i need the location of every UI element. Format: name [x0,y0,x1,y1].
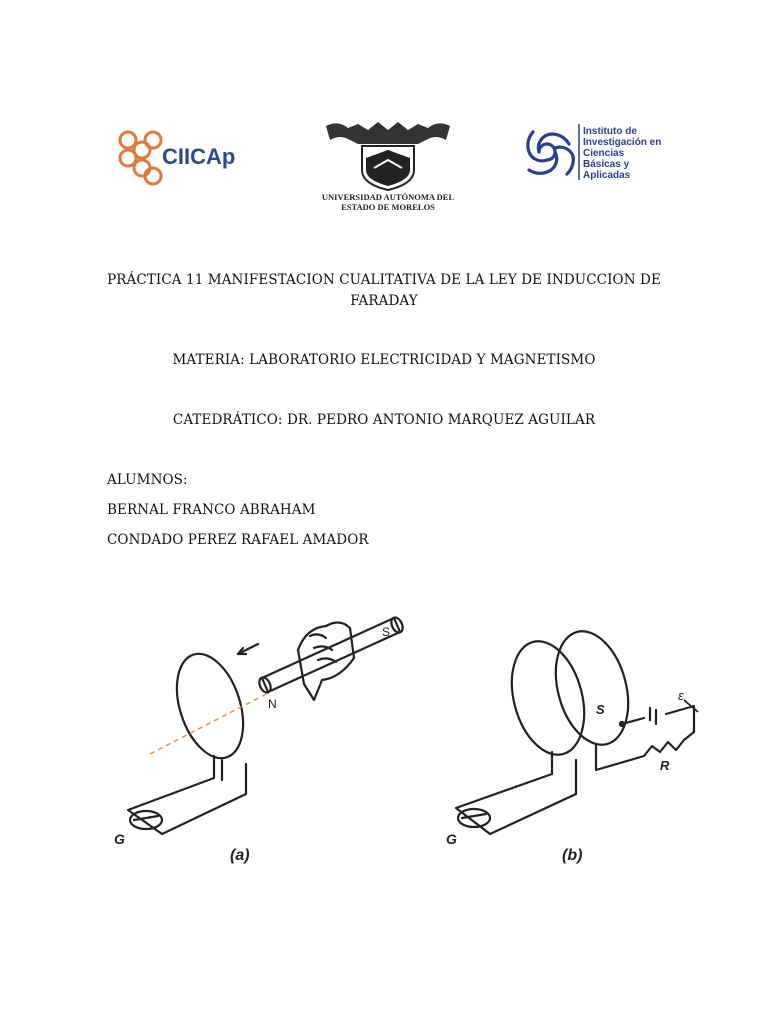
icba-line1: Instituto de [583,126,637,137]
practice-title-line2: FARADAY [350,293,418,309]
coil-loop-b1 [500,633,596,763]
circuit-wire-a [128,756,246,834]
magnet-north-label: N [268,697,277,711]
icba-line5: Aplicadas [583,170,631,181]
figure-label-b: (b) [562,847,583,864]
ciicap-logo [118,128,258,188]
galvanometer-label-b: G [446,831,457,847]
icba-logo [515,118,675,186]
icba-line4: Básicas y [583,159,630,170]
hand-grip [298,622,354,700]
magnet-bar [262,618,400,692]
faraday-figure [100,588,710,870]
student-name-1: BERNAL FRANCO ABRAHAM [107,502,316,518]
icba-line2: Investigación en [583,137,662,148]
student-name-2: CONDADO PEREZ RAFAEL AMADOR [107,532,369,548]
coil-loop-b2 [544,623,640,753]
uaem-name-line2: ESTADO DE MORELOS [341,202,435,212]
magnet-south-label: S [382,625,391,639]
battery-b [650,708,656,724]
circuit-wire-b [456,752,576,834]
switch-label: S [596,702,605,717]
catedratico-line: CATEDRÁTICO: DR. PEDRO ANTONIO MARQUEZ AGUILAR [172,412,596,428]
field-line-a [150,692,270,754]
uaem-logo [318,118,458,212]
resistor-b [596,732,694,770]
resistor-label: R [660,758,670,773]
practice-title-line1: PRÁCTICA 11 MANIFESTACION CUALITATIVA DE LA LEY DE INDUCCION DE [107,272,661,288]
ciicap-wordmark: CIICAp [162,144,236,169]
figure-label-a: (a) [230,847,250,864]
galvanometer-label-a: G [114,831,125,847]
materia-line: MATERIA: LABORATORIO ELECTRICIDAD Y MAGNETISMO [172,352,596,368]
uaem-name-line1: UNIVERSIDAD AUTÓNOMA DEL [321,192,455,202]
emf-label: ε [678,688,684,703]
icba-line3: Ciencias [583,148,625,159]
alumnos-label: ALUMNOS: [107,472,188,488]
